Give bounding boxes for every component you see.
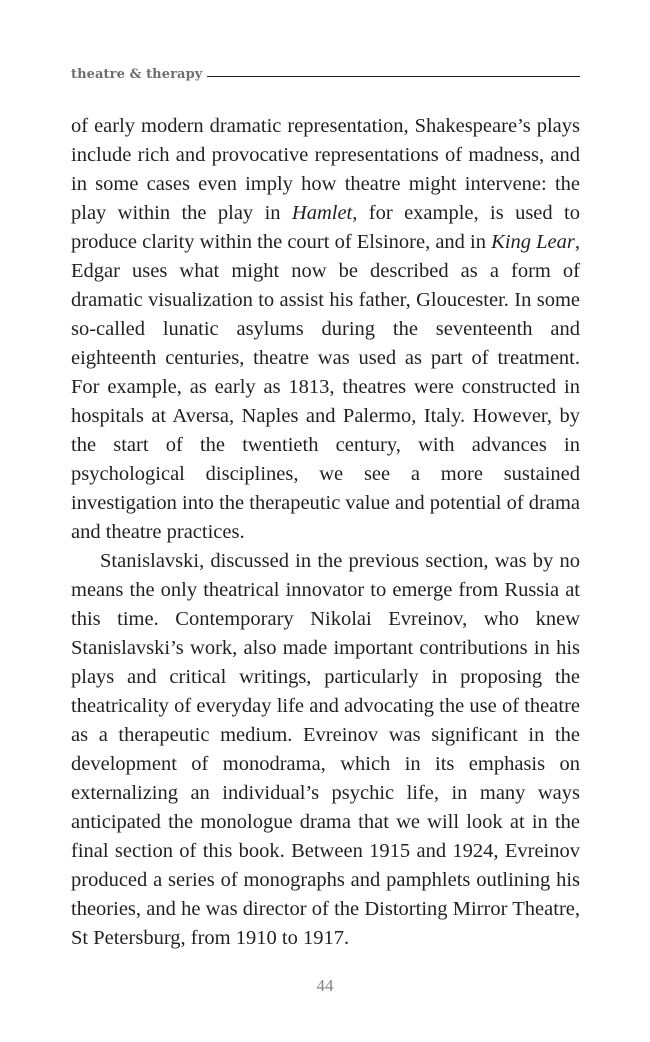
header-rule [207,76,580,77]
text-segment: , Edgar uses what might now be described as a form of dramatic visualization to assist his father, Gloucester. In some so-called lunatic asylums during the seventeenth and eighteenth centuries, theatre was used as part of treatment. For example, as early as 1813, theatres were constructed in hospitals at Aversa, Naples and Palermo, Italy. However, by the start of the twentieth century, with advances in psychological disciplines, we see a more sustained investigation into the therapeutic value and potential of drama and theatre practices. [71,231,580,543]
body-text [71,112,580,953]
page-number: 44 [316,976,334,995]
running-head-title: theatre & therapy [71,66,203,82]
text-segment: of early modern dramatic representation, Shakespeare’s plays include rich and provocative representations of madness, and in some cases even imply how theatre might intervene: the play within the play in [71,115,580,224]
paragraph-continued [71,112,580,547]
play-title-hamlet: Hamlet [291,202,353,224]
text-segment: Stanislavski, discussed in the previous section, was by no means the only theatrical innovator to emerge from Russia at this time. Contemporary Nikolai Evreinov, who knew Stanislavski’s work, also made important contributions in his plays and critical writings, particularly in proposing the theatricality of everyday life and advocating the use of theatre as a therapeutic medium. Evreinov was significant in the development of monodrama, which in its emphasis on externalizing an individual’s psychic life, in many ways anticipated the monologue drama that we will look at in the final section of this book. Between 1915 and 1924, Evreinov produced a series of monographs and pamphlets outlining his theories, and he was director of the Distorting Mirror Theatre, St Petersburg, from 1910 to 1917. [71,550,580,949]
paragraph-evreinov [71,547,580,953]
play-title-king-lear: King Lear [491,231,575,253]
running-head [71,64,580,84]
text-segment: , for example, is used to produce clarity within the court of Elsinore, and in [71,202,580,253]
